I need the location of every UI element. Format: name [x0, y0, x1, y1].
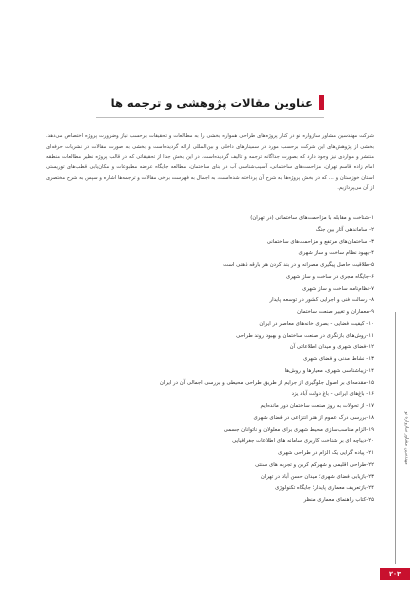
list-item: ۱۵-مقدمه‌ای بر اصول جلوگیری از جرایم از طریق طراحی محیطی و بررسی اجمالی آن در ایران: [159, 379, 374, 386]
list-item: ۱۱-روش‌های بازنگری در صنعت ساختمان و بهبود روند طراحی: [236, 332, 374, 339]
list-item: ۱۲-فضای شهری و میدان اطلاعاتی آن: [289, 344, 374, 351]
list-item: ۹-معماران و تغییر صنعت ساختمان: [297, 309, 374, 315]
list-item: ۱-شناخت و مقابله با مزاحمت‌های ساختمانی (در تهران): [250, 215, 374, 221]
list-item: ۱۸-بررسی درک عموم از هنر انتزاعی در فضای شهری: [253, 414, 374, 421]
intro-paragraph: شرکت مهندسین مشاور سازواره نو در کنار پروژه‌های طراحی همواره بخشی را به مطالعات و تحقیقات برحسب نیاز وضرورت پروژه اختصاص می‌دهد. بخشی از پژوهش‌های این شرکت برحسب مورد در سمینارهای داخلی و بین‌المللی ارائه گردیده‌است و بخشی به صورت مقالات در نشریات حرفه‌ای منتشر و مواردی نیز وجود دارد که بصورت جداگانه ترجمه و تالیف گردیده‌است. در این بخش جدا از تحقیقاتی که در قالب پروژه نظیر مطالعات منطقه امام زاده قاسم تهران، مزاحمت‌های ساختمانی، آسیب‌شناسی آب در بنای ساختمان، مطالعه جایگاه عرضه مطبوعات و مکان‌یابی قطب‌های توریستی استان خوزستان و … که در بخش پروژه‌ها به شرح آن پرداخته شده‌است، به اجمال به فهرست برخی مقالات و ترجمه‌ها اشاره و سپس به شرح مختصری از آن می‌پردازیم.: [46, 133, 374, 192]
list-item: ۲- ساماندهی آثار بین جنگ: [315, 226, 374, 233]
page-title: عناوین مقالات پژوهشی و ترجمه ها: [110, 95, 313, 110]
list-item: ۵-طلاقیت حاصل پیگیری مصرانه و در بند کردن هر بارقه ذهنی است: [223, 262, 374, 268]
running-header: مهندسین مشاور سازواره نو: [403, 411, 409, 465]
page-number: ۲۰۳: [380, 568, 410, 580]
list-item: ۷-نظام‌نامه ساخت و ساز شهری: [302, 285, 374, 292]
side-divider: [395, 312, 396, 564]
list-item: ۱۴-زیباشناسی شهری، معیارها و روش‌ها: [284, 367, 374, 374]
list-item: ۲۳-بازیابی فضای شهری؛ میدان حسن آباد در تهران: [260, 473, 374, 480]
list-item: ۱۷- از تحولات به روز صنعت ساختمان دور مانده‌ایم: [260, 403, 374, 409]
title-block: [111, 95, 324, 110]
list-item: ۲۲-طراحی اقلیمی و شهرکم کربن و تجربه های سنتی: [255, 461, 374, 468]
list-item: ۲۴-بازتعریف معماری پایدار؛ جایگاه تکنولوژی: [275, 485, 374, 492]
list-item: ۱۳- نشاط مدنی و فضای شهری: [303, 356, 374, 362]
list-item: ۴-بهبود نظام ساخت و ساز شهری: [298, 250, 374, 257]
list-item: ۱۰- کیفیت فضایی - بصری خانه‌های معاصر در ایران: [259, 320, 374, 327]
list-item: ۳- ساختمان‌های مرتفع و مزاحمت‌های ساختمانی: [266, 238, 374, 245]
list-item: ۱۹-الزام مناسب‌سازی محیط شهری برای معلولان و ناتوانان جسمی: [223, 426, 374, 433]
list-item: ۸- رسالت فنی و اجرایی کشور در توسعه پایدار: [269, 297, 374, 304]
list-item: ۲۱- پیاده گرایی یک الزام در طراحی شهری: [278, 450, 374, 456]
list-item: ۱۶- باغ‌های ایرانی - باغ دولت آباد یزد: [291, 391, 374, 398]
article-list: [46, 213, 374, 507]
title-accent-bar: [319, 95, 324, 110]
list-item: ۶-جایگاه مجری در ساخت و ساز شهری: [286, 273, 374, 280]
list-item: ۲۰-دیباچه ای بر شناخت کاربری سامانه های اطلاعات جغرافیایی: [232, 438, 374, 445]
title-divider: [96, 117, 324, 118]
list-item: ۲۵-کتاب راهنمای معماری منظر: [303, 497, 374, 503]
